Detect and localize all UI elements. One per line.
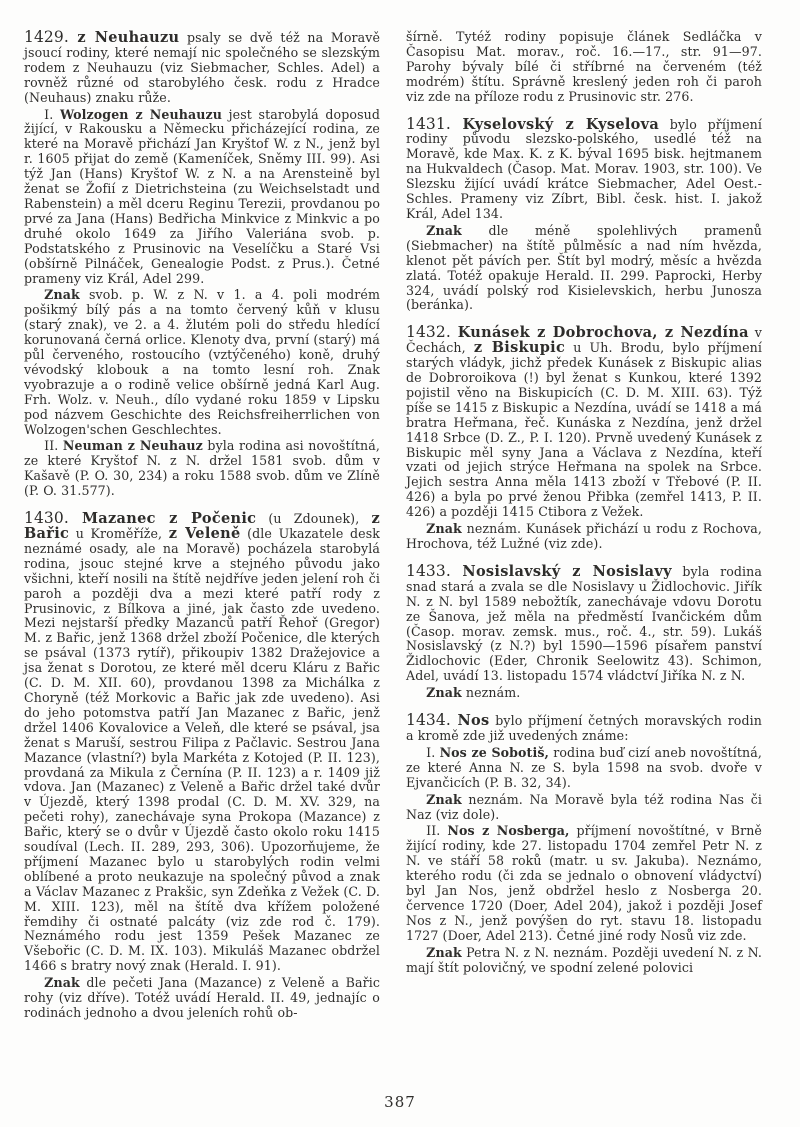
text-run: v Čechách, (406, 325, 762, 356)
text-run: dle méně spolehlivých pramenů (Siebmacher) na štítě půlměsíc a nad ním hvězda, klenot pět pávích per. Štít byl modrý, měsíc a hvězda zlatá. Totéž opakuje Herald. II. 299. Paprocki, Herby 324, uvádí polský rod Kisielevskich, herbu Junosza (beránka). (406, 222, 762, 313)
text-run: u Kroměříže, (69, 526, 169, 541)
text-run: I. (44, 106, 60, 122)
paragraph (406, 522, 762, 552)
text-run: Znak (426, 685, 462, 701)
paragraph (406, 793, 762, 823)
paragraph (24, 288, 380, 437)
text-run: Znak (426, 222, 462, 238)
paragraph (406, 30, 762, 105)
text-run: II. (44, 438, 63, 454)
text-run: Neuman z Neuhauz (62, 438, 203, 454)
family-name: Nos (457, 712, 490, 730)
paragraph (406, 946, 762, 976)
page-number: 387 (384, 1093, 416, 1111)
text-run: byla rodina asi novoštítná, ze které Kryštof N. z N. držel 1581 svob. dům v Kašavě (P. O. 30, 234) a roku 1588 svob. dům ve Zlíně (P. O. 31.577). (24, 438, 380, 499)
paragraph (406, 686, 762, 701)
entry-heading (406, 114, 762, 222)
family-name: Kyselovský z Kyselova (462, 115, 660, 133)
text-run: šírně. Tytéž rodiny popisuje článek Sedláčka v Časopisu Mat. morav., roč. 16.—17., str. 91—97. Parohy bývaly bílé či stříbrné na červeném (též modrém) štítu. Správně kreslený jeden roh či paroh viz zde na příloze rodu z Prusinovic str. 276. (406, 29, 762, 104)
text-run: u Uh. Brodu, bylo příjmení starých vládyk, jichž předek Kunásek z Biskupic alias de Dobroroikova (!) byl ženat s Kunkou, které 1392 pojistil věno na Biskupicích (C. D. M. XIII. 63). Týž píše se 1415 z Biskupic a Nezdína, uvádí se 1418 a má bratra Heřmana, řeč. Kunáska z Nezdína, jenž držel 1418 Srbce (D. Z., P. I. 120). Prvně uvedený Kunásek z Biskupic měl syny Jana a Václava z Nezdína, kteří vzati od jejich strýce Heřmana na spolek na Srbce. Jejich sestra Anna měla 1413 zboží v Třebové (P. II. 426) a byla po prvé ženou Přibka (zemřel 1413, P. II. 426) a později 1415 Ctibora z Vežek. (406, 340, 762, 520)
family-name: Nosislavský z Nosislavy (462, 562, 672, 580)
entry-number: 1432. (406, 323, 458, 342)
text-run: neznám. Na Moravě byla též rodina Nas či Naz (viz dole). (406, 791, 762, 822)
entry-heading (406, 713, 762, 744)
two-column-text (24, 30, 780, 1021)
family-name: z Biskupic (473, 339, 566, 357)
text-run: dle pečeti Jana (Mazance) z Veleně a Bařic rohy (viz dříve). Totéž uvádí Herald. II. 49, jednajíc o rodinách jednoho a dvou jeleních rohů ob- (24, 975, 380, 1020)
text-run: psaly se dvě též na Moravě jsoucí rodiny, které nemají nic společného se slezským rodem z Neuhauzu (viz Siebmacher, Schles. Adel) a rovněž různé od starobylého česk. rodu z Hradce (Neuhaus) znaku růže. (24, 30, 380, 105)
text-run: Wolzogen z Neuhauzu (59, 106, 223, 122)
text-run: (u Zdounek), (256, 511, 372, 527)
text-run: Nos ze Sobotiš, (439, 744, 550, 760)
paragraph (406, 224, 762, 313)
entry-heading (406, 325, 762, 520)
text-run: (dle Ukazatele desk neznámé osady, ale na Moravě) pocházela starobylá rodina, jsouc stejné krve a stejného původu jako všichni, kteří nosili na štítě nejdříve jeden jelení roh či paroh a později dva a mezi které patří rody z Prusinovic, z Bílkova a jiné, jak často zde uvedeno. Mezi nejstarší předky Mazanců patří Řehoř (Gregor) M. z Bařic, jenž 1368 držel zboží Počenice, dle kterých se psával (1373 rytíř), přikoupiv 1382 Dražejovice a jsa ženat s Dorotou, ze které měl dceru Kláru z Bařic (C. D. M. XII. 60), provdanou 1398 za Michálka z Choryně (též Morkovic a Bařic jak zde uvedeno). Asi do jeho potomstva patří Jan Mazanec z Bařic, jenž držel 1406 Kovalovice a Veleň, dle které se psával, jsa ženat s Maruší, sestrou Filipa z Pačlavic. Sestrou Jana Mazance (vlastní?) byla Markéta z Kotojed (P. II. 123), provdaná za Mikula z Černína (P. II. 123) a r. 1409 již vdova. Jan (Mazanec) z Veleně a Bařic držel také dvůr v Újezdě, který 1398 prodal (C. D. M. XV. 329, na pečeti rohy), zanechávaje syna Prokopa (Mazance) z Bařic, který se o dvůr v Újezdě často okolo roku 1415 soudíval (Lech. II. 289, 293, 306). Upozorňujeme, že příjmení Mazanec bylo u starobylých rodin velmi oblíbené a proto neukazuje na společný původ a znak a Václav Mazanec z Prakšic, syn Zdeňka z Vežek (C. D. M. XIII. 123), měl na štítě dva křížem položené řemdihy či ostnaté palcáty (viz zde rod č. 179). Neznámého rodu jest 1359 Pešek Mazanec ze Všebořic (C. D. M. IX. 103). Mikuláš Mazanec obdržel 1466 s bratry nový znak (Herald. I. 91). (24, 526, 380, 974)
paragraph (24, 108, 380, 287)
entry-number: 1429. (24, 28, 78, 46)
text-run: Znak (44, 287, 80, 303)
family-name: z Veleně (168, 525, 241, 542)
text-run: Nos z Nosberga, (447, 823, 570, 839)
entry-heading (24, 30, 380, 106)
text-run: bylo příjmení rodiny původu slezsko-polského, usedlé též na Moravě, kde Max. K. z K. býval 1695 bisk. hejtmanem na Hukvaldech (Časop. Mat. Morav. 1903, str. 100). Ve Slezsku žijící uvádí krátce Siebmacher, Adel Oest.-Schles. Prameny viz Zíbrt, Bibl. česk. hist. I. jakož Král, Adel 134. (406, 116, 762, 221)
paragraph (24, 976, 380, 1021)
text-run: Petra N. z N. neznám. Později uvedení N. z N. mají štít polovičný, ve spodní zelené polovici (406, 944, 762, 975)
text-run: jest starobylá doposud žijící, v Rakousku a Německu přicházející rodina, ze které na Moravě přichází Jan Kryštof W. z N., jenž byl r. 1605 přijat do země (Kameníček, Sněmy III. 99). Asi týž Jan (Hans) Kryštof W. z N. a na Arensteině byl ženat se Žofií z Dietrichsteina (zu Weichselstadt und Rabenstein) a měl dceru Reginu Terezii, provdanou po prvé za Jana (Hans) Bedřicha Minkvice z Minkvic a po druhé okolo 1649 za Jiřího Valeriána svob. p. Podstatského z Prusinovic na Veselíčku a Staré Vsi (obšírně Pilnáček, Genealogie Podst. z Prus.). Četné prameny viz Král, Adel 299. (24, 106, 380, 286)
entry-heading (24, 511, 380, 974)
entry-heading (406, 561, 762, 684)
text-run: svob. p. W. z N. v 1. a 4. poli modrém pošikmý bílý pás a na tomto červený kůň v klusu (starý znak), ve 2. a 4. žlutém poli do středu hledící korunovaná černá orlice. Klenoty dva, první (starý) má půl červeného, rostoucího (vztýčeného) koně, druhý vévodský klobouk a na tomto lesní roh. Znak vyobrazuje a o rodině velice obšírně jedná Karl Aug. Frh. Wolz. v. Neuh., dílo vydané roku 1859 v Lipsku pod názvem Geschichte des Reichsfreiherrlichen von Wolzogen'schen Geschlechtes. (24, 287, 380, 437)
text-run: I. (426, 744, 440, 760)
text-run: Znak (426, 521, 462, 537)
family-name: Kunásek z Dobrochova, z Nezdína (457, 324, 749, 342)
text-run: Znak (44, 975, 80, 991)
text-run: neznám. (461, 685, 521, 701)
family-name: z Bařic (24, 510, 380, 542)
entry-number: 1431. (406, 114, 463, 133)
right-column (406, 30, 762, 1021)
paragraph (24, 439, 380, 499)
left-column (24, 30, 380, 1021)
text-run: neznám. Kunásek přichází u rodu z Rochova, Hrochova, též Lužné (viz zde). (406, 521, 762, 551)
entry-number: 1434. (406, 711, 458, 730)
text-run: bylo příjmení četných moravských rodin a kromě zde již uvedených známe: (406, 713, 762, 743)
family-name: z Neuhauzu (77, 29, 180, 46)
entry-number: 1433. (406, 561, 463, 580)
text-run: rodina buď cizí aneb novoštítná, ze které Anna N. ze S. byla 1598 na svob. dvoře v Ejvančicích (P. B. 32, 34). (406, 744, 762, 790)
text-run: Znak (426, 944, 462, 960)
family-name: Mazanec z Počenic (81, 510, 257, 528)
paragraph (406, 824, 762, 943)
paragraph (406, 746, 762, 791)
text-run: příjmení novoštítné, v Brně žijící rodiny, kde 27. listopadu 1704 zemřel Petr N. z N. ve stáří 58 roků (matr. u sv. Jakuba). Neznámo, kterého rodu (či zda se jednalo o obnovení vládyctví) byl Jan Nos, jenž obdržel heslo z Nosberga 20. července 1720 (Doer, Adel 204), jakož i později Josef Nos z N., jenž povýšen do ryt. stavu 18. listopadu 1727 (Doer, Adel 213). Četné jiné rody Nosů viz zde. (406, 823, 762, 943)
entry-number: 1430. (24, 509, 82, 528)
text-run: II. (426, 823, 448, 839)
text-run: byla rodina snad stará a zvala se dle Nosislavy u Židlochovic. Jiřík N. z N. byl 1589 nebožtík, zanechávaje vdovu Dorotu ze Šanova, jež měla na předměstí Ivančickém dům (Časop. morav. zemsk. mus., roč. 4., str. 59). Lukáš Nosislavský (z N.?) byl 1590—1596 písařem panství Židlochovic (Eder, Chronik Seelowitz 43). Schimon, Adel, uvádí 13. listopadu 1574 vládctví Jiříka N. z N. (406, 563, 762, 684)
text-run: Znak (426, 791, 462, 807)
